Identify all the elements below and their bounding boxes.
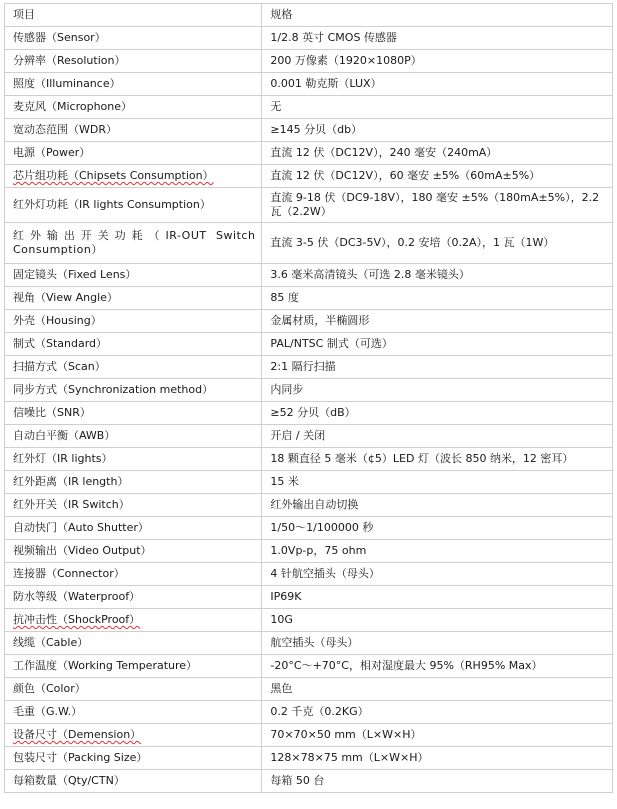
header-spec: 规格 [262,4,613,27]
row-item: 视角（View Angle） [5,287,262,310]
row-value: 15 米 [262,471,613,494]
table-row [5,310,613,333]
row-value: 2:1 隔行扫描 [262,356,613,379]
row-value: ≥145 分贝（db） [262,119,613,142]
row-item: 自动快门（Auto Shutter） [5,517,262,540]
row-item: 红外灯功耗（IR lights Consumption） [5,188,262,223]
table-row [5,73,613,96]
row-item: 传感器（Sensor） [5,27,262,50]
row-value: 200 万像素（1920×1080P） [262,50,613,73]
table-row [5,165,613,188]
row-value: 红外输出自动切换 [262,494,613,517]
table-row [5,142,613,165]
row-value: 航空插头（母头） [262,632,613,655]
row-item: 宽动态范围（WDR） [5,119,262,142]
table-row [5,494,613,517]
row-item: 线缆（Cable） [5,632,262,655]
table-row [5,223,613,264]
table-row [5,287,613,310]
row-value: 直流 3-5 伏（DC3-5V），0.2 安培（0.2A），1 瓦（1W） [262,223,613,264]
table-row [5,27,613,50]
row-value: 1.0Vp-p，75 ohm [262,540,613,563]
table-row [5,448,613,471]
row-value: 0.001 勒克斯（LUX） [262,73,613,96]
row-value: 直流 9-18 伏（DC9-18V），180 毫安 ±5%（180mA±5%），2.2 瓦（2.2W） [262,188,613,223]
row-item: 照度（Illuminance） [5,73,262,96]
table-row [5,96,613,119]
row-value: -20°C～+70°C，相对湿度最大 95%（RH95% Max） [262,655,613,678]
row-value: 内同步 [262,379,613,402]
row-item: 自动白平衡（AWB） [5,425,262,448]
table-row [5,747,613,770]
table-row [5,609,613,632]
row-item: 防水等级（Waterproof） [5,586,262,609]
row-item: 分辨率（Resolution） [5,50,262,73]
table-row [5,188,613,223]
row-value: 1/50～1/100000 秒 [262,517,613,540]
table-row [5,425,613,448]
row-value: 3.6 毫米高清镜头（可选 2.8 毫米镜头） [262,264,613,287]
row-item: 抗冲击性（ShockProof） [5,609,262,632]
spec-table [4,3,613,793]
row-value: 直流 12 伏（DC12V），60 毫安 ±5%（60mA±5%） [262,165,613,188]
row-item: 设备尺寸（Demension） [5,724,262,747]
table-row [5,471,613,494]
table-row [5,724,613,747]
row-item: 连接器（Connector） [5,563,262,586]
table-row [5,770,613,793]
row-value: 18 颗直径 5 毫米（¢5）LED 灯（波长 850 纳米，12 密耳） [262,448,613,471]
table-row [5,356,613,379]
header-item: 项目 [5,4,262,27]
table-row [5,50,613,73]
table-row [5,264,613,287]
row-value: 金属材质，半椭圆形 [262,310,613,333]
row-item: 同步方式（Synchronization method） [5,379,262,402]
row-value: PAL/NTSC 制式（可选） [262,333,613,356]
table-row [5,701,613,724]
row-item: 固定镜头（Fixed Lens） [5,264,262,287]
table-row [5,678,613,701]
row-item: 包装尺寸（Packing Size） [5,747,262,770]
table-row [5,632,613,655]
row-value: 黑色 [262,678,613,701]
table-row [5,517,613,540]
row-item: 红外输出开关功耗（IR-OUT Switch Consumption） [5,223,262,264]
table-header-row [5,4,613,27]
row-value: 1/2.8 英寸 CMOS 传感器 [262,27,613,50]
row-value: 85 度 [262,287,613,310]
row-item: 红外距离（IR length） [5,471,262,494]
row-value: 128×78×75 mm（L×W×H） [262,747,613,770]
row-value: 4 针航空插头（母头） [262,563,613,586]
row-value: ≥52 分贝（dB） [262,402,613,425]
row-value: 70×70×50 mm（L×W×H） [262,724,613,747]
row-value: IP69K [262,586,613,609]
row-item: 红外灯（IR lights） [5,448,262,471]
row-value: 每箱 50 台 [262,770,613,793]
row-item: 芯片组功耗（Chipsets Consumption） [5,165,262,188]
table-row [5,402,613,425]
row-item: 制式（Standard） [5,333,262,356]
row-item: 颜色（Color） [5,678,262,701]
row-item: 信噪比（SNR） [5,402,262,425]
table-row [5,655,613,678]
row-item: 电源（Power） [5,142,262,165]
table-row [5,379,613,402]
row-item: 红外开关（IR Switch） [5,494,262,517]
row-item: 外壳（Housing） [5,310,262,333]
row-item: 扫描方式（Scan） [5,356,262,379]
row-item: 视频输出（Video Output） [5,540,262,563]
row-item: 工作温度（Working Temperature） [5,655,262,678]
table-row [5,563,613,586]
row-item: 每箱数量（Qty/CTN） [5,770,262,793]
table-row [5,333,613,356]
row-value: 直流 12 伏（DC12V），240 毫安（240mA） [262,142,613,165]
row-item: 麦克风（Microphone） [5,96,262,119]
table-row [5,586,613,609]
row-value: 10G [262,609,613,632]
table-row [5,119,613,142]
row-value: 0.2 千克（0.2KG） [262,701,613,724]
row-value: 无 [262,96,613,119]
row-value: 开启 / 关闭 [262,425,613,448]
row-item: 毛重（G.W.） [5,701,262,724]
table-row [5,540,613,563]
